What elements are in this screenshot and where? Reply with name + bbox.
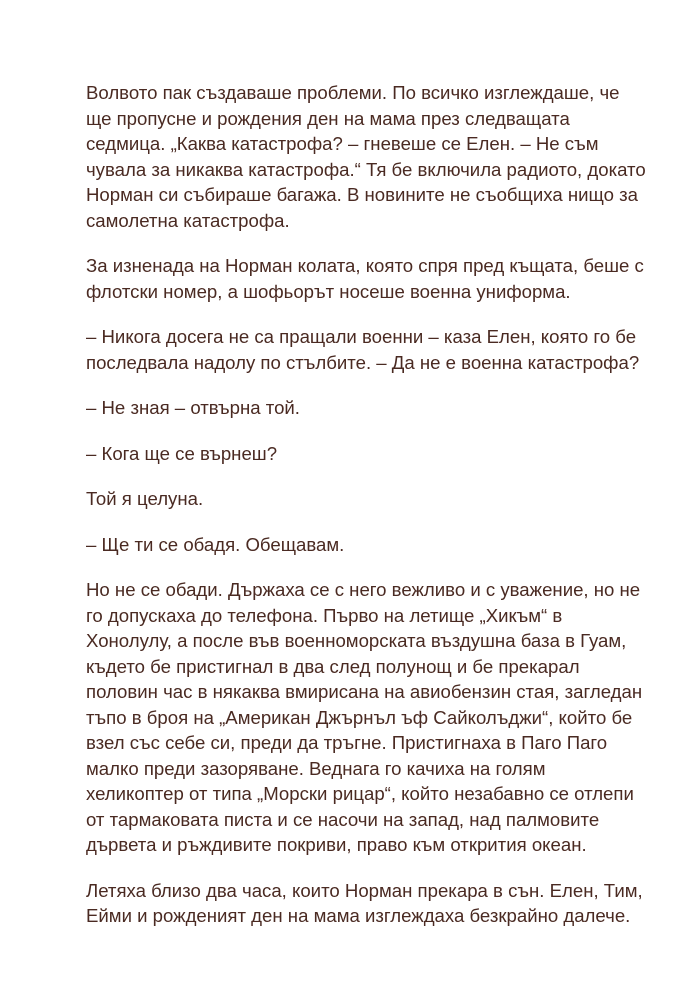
paragraph-6: Той я целуна. xyxy=(86,488,204,509)
text-body xyxy=(86,80,646,949)
paragraph-7: – Ще ти се обадя. Обещавам. xyxy=(86,533,345,555)
paragraph-9: Летяха близо два часа, които Норман прекара в сън. Елен, Тим, Ейми и рожденият ден на мама изглеждаха безкрайно далече. xyxy=(86,879,643,926)
paragraph-5: – Кога ще се върнеш? xyxy=(86,442,278,464)
paragraph-3: – Никога досега не са пращали военни – каза Елен, която го бе последвала надолу по стълбите. – Да не е военна катастрофа? xyxy=(86,326,640,373)
paragraph-8: Но не се обади. Държаха се с него вежливо и с уважение, но не го допускаха до телефона. Първо на летище „Хикъм“ в Хонолулу, а после във военноморската въздушна база в Гуам, където бе пристигнал в два след полунощ и бе прекарал половин час в някаква вмирисана на авиобензин стая, загледан тъпо в броя на „Американ Джърнъл ъф Сайколъджи“, който бе взел със себе си, преди да тръгне. Пристигнаха в Паго Паго малко преди зазоряване. Веднага го качиха на голям хеликоптер от типа „Морски рицар“, който незабавно се отлепи от тармаковата писта и се насочи на запад, над палмовите дървета и ръждивите покриви, право към открития океан. xyxy=(86,579,643,855)
paragraph-4: – Не зная – отвърна той. xyxy=(86,397,300,418)
paragraph-2: За изненада на Норман колата, която спря пред къщата, беше с флотски номер, а шофьорът носеше военна униформа. xyxy=(86,255,644,302)
paragraph-1: Волвото пак създаваше проблеми. По всичко изглеждаше, че ще пропусне и рождения ден на мама през следващата седмица. „Каква катастрофа? – гневеше се Елен. – Не съм чувала за никаква катастрофа.“ Тя бе включила радиото, докато Норман си събираше багажа. В новините не съобщиха нищо за самолетна катастрофа. xyxy=(86,82,646,231)
